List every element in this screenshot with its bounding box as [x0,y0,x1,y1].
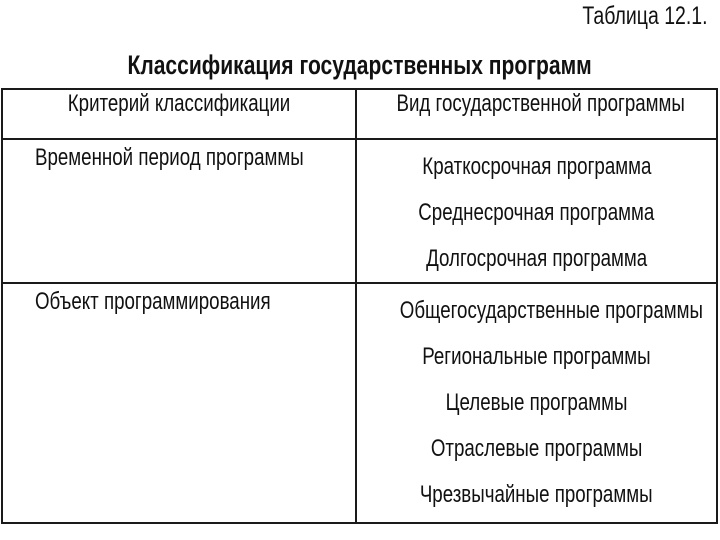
list-item-text: Долгосрочная программа [425,245,648,272]
list-item [357,288,716,334]
list-item [357,380,716,426]
table-title [0,50,720,81]
list-item-text: Чрезвычайные программы [420,481,653,508]
criterion-cell [2,283,356,523]
table-title-text: Классификация государственных программ [127,50,593,80]
header-program-type [356,89,717,139]
list-item-text: Общегосударственные программы [399,297,703,324]
table-row [2,283,717,523]
criterion-text: Объект программирования [35,288,271,315]
list-item-text: Целевые программы [445,389,628,416]
list-item [357,334,716,380]
table-caption: Таблица 12.1. [582,2,708,30]
list-item-text: Отраслевые программы [430,435,643,462]
table-row [2,139,717,283]
list-item [357,236,716,282]
classification-table [1,88,718,524]
list-item [357,144,716,190]
header-criterion-text: Критерий классификации [67,90,291,117]
header-program-type-text: Вид государственной программы [396,90,685,117]
table-header-row [2,89,717,139]
types-cell [356,283,717,523]
list-item [357,426,716,472]
criterion-text: Временной период программы [35,144,304,171]
criterion-cell [2,139,356,283]
types-cell [356,139,717,283]
header-criterion [2,89,356,139]
program-type-list [357,288,716,518]
list-item-text: Региональные программы [422,343,651,370]
list-item-text: Краткосрочная программа [421,153,652,180]
list-item [357,190,716,236]
program-type-list [357,144,716,282]
list-item [357,472,716,518]
list-item-text: Среднесрочная программа [418,199,655,226]
